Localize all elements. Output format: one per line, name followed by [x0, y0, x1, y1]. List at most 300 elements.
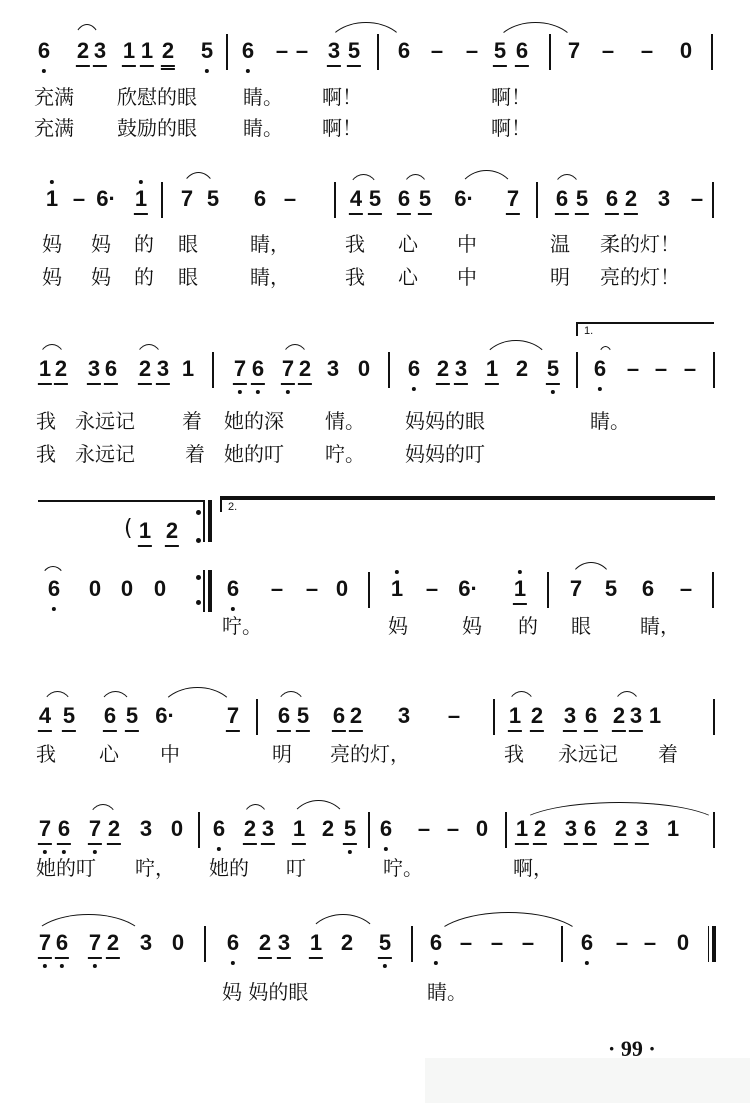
- note: 1: [181, 356, 195, 381]
- lyric-text: 我: [345, 232, 365, 256]
- note: –: [72, 186, 86, 211]
- note: 5: [206, 186, 220, 211]
- low-octave-dot: [43, 964, 47, 968]
- barline: [212, 352, 214, 388]
- note: –: [305, 576, 319, 601]
- slur-tie: [40, 566, 66, 583]
- note: 0: [171, 930, 185, 955]
- high-octave-dot: [395, 570, 399, 574]
- note: –: [640, 38, 654, 63]
- note: –: [643, 930, 657, 955]
- barline: [493, 699, 495, 735]
- note: –: [447, 703, 461, 728]
- low-octave-dot: [231, 961, 235, 965]
- note: 7: [506, 186, 520, 211]
- low-octave-dot: [217, 847, 221, 851]
- high-octave-dot: [139, 180, 143, 184]
- high-octave-dot: [518, 570, 522, 574]
- lyric-text: 中: [160, 742, 180, 766]
- note: 6: [380, 818, 392, 840]
- barline: [388, 352, 390, 388]
- lyric-text: 鼓励的眼: [117, 116, 197, 140]
- note: –: [679, 576, 693, 601]
- lyric-text: 充满: [34, 116, 74, 140]
- slur-tie: [180, 172, 217, 197]
- note: 6: [515, 38, 529, 63]
- lyric-text: 明: [550, 265, 570, 289]
- lyric-text: 她的叮: [224, 442, 284, 466]
- note: –: [283, 186, 297, 211]
- note: –: [615, 930, 629, 955]
- lyric-text: 心: [398, 265, 418, 289]
- lyric-text: 我: [345, 265, 365, 289]
- low-octave-dot: [286, 390, 290, 394]
- note: 2: [321, 816, 335, 841]
- note: 0: [120, 576, 134, 601]
- lyric-text: 叮: [286, 856, 306, 880]
- lyric-text: 着: [185, 442, 205, 466]
- final-barline-thick: [712, 926, 716, 962]
- low-octave-dot: [412, 387, 416, 391]
- lyric-text: 眼: [571, 614, 591, 638]
- note: 0: [676, 930, 690, 955]
- note: 0: [357, 356, 371, 381]
- note: 6: [408, 358, 420, 380]
- slur-tie: [158, 687, 237, 716]
- lyric-text: 永远记: [558, 742, 618, 766]
- slur-tie: [517, 802, 722, 827]
- volta-1-right-bar: [713, 322, 714, 324]
- note: 1: [309, 930, 323, 955]
- barline: [368, 572, 370, 608]
- note: 3: [139, 930, 153, 955]
- note: 1: [666, 816, 680, 841]
- lyric-text: 睛。: [590, 409, 630, 433]
- slur-tie: [347, 174, 380, 195]
- slur-tie: [241, 804, 270, 825]
- note: –: [521, 930, 535, 955]
- barline: [368, 812, 370, 848]
- note: 0: [170, 816, 184, 841]
- slur-tie: [87, 804, 119, 825]
- lyric-text: 睛。: [243, 85, 283, 109]
- low-octave-dot: [231, 607, 235, 611]
- lyric-text: 妈 妈的眼: [222, 980, 309, 1004]
- barline: [334, 182, 336, 218]
- slur-tie: [98, 691, 133, 712]
- lyric-text: 亮的灯！: [600, 265, 680, 289]
- lyric-text: 我: [504, 742, 524, 766]
- tie-continuation-line: [38, 500, 203, 502]
- lyric-text: 的: [518, 614, 538, 638]
- note: 6: [242, 40, 254, 62]
- volta-bracket-line: [576, 322, 713, 324]
- note: –: [465, 38, 479, 63]
- low-octave-dot: [585, 961, 589, 965]
- note: 1: [508, 703, 522, 728]
- low-octave-dot: [383, 964, 387, 968]
- note: 2: [258, 930, 272, 955]
- lyric-text: 她的: [209, 856, 249, 880]
- lyric-text: 妈: [388, 614, 408, 638]
- note: 7: [567, 38, 581, 63]
- slur-tie: [568, 562, 614, 587]
- slur-tie: [37, 344, 67, 365]
- volta-top-line: [220, 496, 715, 498]
- note: 2: [533, 816, 547, 841]
- low-octave-dot: [348, 850, 352, 854]
- note: –: [425, 576, 439, 601]
- slur-tie: [306, 914, 380, 943]
- note: 6: [48, 578, 60, 600]
- note: –: [601, 38, 615, 63]
- note: 7: [226, 703, 240, 728]
- volta-ending-label: 1.: [584, 325, 594, 337]
- note: 5: [575, 186, 589, 211]
- note: 6·: [155, 703, 175, 728]
- barline: [256, 699, 258, 735]
- low-octave-dot: [246, 69, 250, 73]
- note: 7: [89, 818, 101, 840]
- lyric-text: 永远记: [75, 409, 135, 433]
- lyric-text: 妈妈的眼: [405, 409, 485, 433]
- note: 6: [227, 578, 239, 600]
- lyric-text: 永远记: [75, 442, 135, 466]
- slur-tie: [30, 914, 147, 943]
- note: –: [490, 930, 504, 955]
- slur-tie: [325, 22, 407, 51]
- note: 6: [56, 932, 68, 954]
- note: 3: [327, 38, 341, 63]
- note: 6: [213, 818, 225, 840]
- note: 6: [38, 40, 50, 62]
- note: 2: [612, 703, 626, 728]
- note: 2: [76, 38, 90, 63]
- volta-bracket-hook: [576, 322, 578, 336]
- note: 1: [140, 38, 154, 63]
- note: 2: [530, 703, 544, 728]
- barline: [226, 34, 228, 70]
- note: 3: [629, 703, 643, 728]
- note: 6·: [458, 576, 478, 601]
- note: 1: [648, 703, 662, 728]
- repeat-barline-thick: [208, 570, 212, 612]
- repeat-barline-thin-upper: [203, 500, 205, 542]
- note: 5: [344, 818, 356, 840]
- note: 6: [583, 816, 597, 841]
- note: 2: [349, 703, 363, 728]
- repeat-dot: [196, 575, 201, 580]
- repeat-barline-thin: [203, 570, 205, 612]
- note: 2: [243, 816, 257, 841]
- page-number: · 99 ·: [608, 1036, 656, 1061]
- lyric-text: 妈妈的叮: [405, 442, 485, 466]
- lyric-text: 中: [457, 265, 477, 289]
- low-octave-dot: [384, 847, 388, 851]
- slur-tie: [597, 346, 614, 363]
- barline: [713, 352, 715, 388]
- note: 5: [379, 932, 391, 954]
- slur-tie: [480, 340, 552, 369]
- slur-tie: [612, 691, 642, 712]
- lyric-text: 着: [658, 742, 678, 766]
- note: 2: [624, 186, 638, 211]
- lyric-text: 亮的灯，: [330, 742, 410, 766]
- lyric-text: 睛。: [243, 116, 283, 140]
- lyric-text: 妈: [91, 265, 111, 289]
- slur-tie: [552, 174, 582, 195]
- note: 2: [106, 930, 120, 955]
- note: 5: [493, 38, 507, 63]
- lyric-text: 眼: [178, 265, 198, 289]
- note: 1: [391, 578, 403, 600]
- note: 6: [277, 703, 291, 728]
- lyric-text: 咛。: [222, 614, 262, 638]
- lyric-text: 睛。: [427, 980, 467, 1004]
- barline: [712, 572, 714, 608]
- note: 2: [107, 816, 121, 841]
- slur-tie: [134, 344, 164, 365]
- note: 0: [475, 816, 489, 841]
- lyric-text: 妈: [91, 232, 111, 256]
- lyric-text: 她的叮: [36, 856, 96, 880]
- lyric-text: 妈: [462, 614, 482, 638]
- note: 7: [234, 358, 246, 380]
- note: 2: [515, 356, 529, 381]
- note: 2: [138, 356, 152, 381]
- barline: [411, 926, 413, 962]
- note: 6: [104, 356, 118, 381]
- note: 3: [277, 930, 291, 955]
- note: 1: [122, 38, 136, 63]
- note: 6·: [96, 186, 116, 211]
- repeat-dot: [196, 510, 201, 515]
- note: –: [275, 38, 289, 63]
- note: –: [417, 816, 431, 841]
- slur-tie: [401, 174, 430, 195]
- lyric-text: 妈: [42, 265, 62, 289]
- note: –: [295, 38, 309, 63]
- lyric-text: 心: [398, 232, 418, 256]
- note: 5: [125, 703, 139, 728]
- note: –: [626, 356, 640, 381]
- note: 6·: [454, 186, 474, 211]
- lyric-text: 柔的灯！: [600, 232, 680, 256]
- slur-tie: [72, 24, 102, 49]
- volta-bracket-line: [220, 498, 715, 500]
- note: 3: [563, 703, 577, 728]
- note: 3: [635, 816, 649, 841]
- low-octave-dot: [256, 390, 260, 394]
- note: 7: [39, 932, 51, 954]
- slur-tie: [275, 691, 307, 712]
- note: 6: [555, 186, 569, 211]
- note: 2: [165, 518, 179, 543]
- volta-ending-label: 2.: [228, 501, 238, 513]
- note: 1: [38, 356, 52, 381]
- slur-tie: [430, 912, 587, 945]
- lyric-text: 我: [36, 442, 56, 466]
- slur-tie: [506, 691, 537, 712]
- pickup-paren: (: [124, 516, 133, 541]
- note: 7: [180, 186, 194, 211]
- barline: [161, 182, 163, 218]
- note: –: [446, 816, 460, 841]
- lyric-text: 咛。: [325, 442, 365, 466]
- note: 3: [261, 816, 275, 841]
- note: 6: [332, 703, 346, 728]
- note: 5: [62, 703, 76, 728]
- lyric-text: 的: [134, 232, 154, 256]
- lyric-text: 啊！: [322, 85, 362, 109]
- note: 1: [292, 816, 306, 841]
- note: 6: [581, 932, 593, 954]
- barline: [536, 182, 538, 218]
- note: 6: [605, 186, 619, 211]
- lyric-text: 啊，: [513, 856, 553, 880]
- note: 2: [161, 38, 175, 63]
- note: 1: [514, 578, 526, 600]
- repeat-dot: [196, 600, 201, 605]
- note: 2: [340, 930, 354, 955]
- lyric-text: 充满: [34, 85, 74, 109]
- note: –: [654, 356, 668, 381]
- note: 1: [515, 816, 529, 841]
- lyric-text: 咛。: [383, 856, 423, 880]
- note: 6: [58, 818, 70, 840]
- low-octave-dot: [598, 387, 602, 391]
- volta-bracket-hook: [220, 498, 222, 512]
- note: 2: [298, 356, 312, 381]
- note: 6: [641, 576, 655, 601]
- lyric-text: 啊！: [322, 116, 362, 140]
- barline: [505, 812, 507, 848]
- barline: [576, 352, 578, 388]
- lyric-text: 温: [550, 232, 570, 256]
- slur-tie: [280, 344, 310, 365]
- lyric-text: 我: [36, 409, 56, 433]
- low-octave-dot: [62, 850, 66, 854]
- lyric-text: 啊！: [491, 116, 531, 140]
- note: 0: [153, 576, 167, 601]
- repeat-dot: [196, 538, 201, 543]
- low-octave-dot: [205, 69, 209, 73]
- note: 7: [89, 932, 101, 954]
- low-octave-dot: [93, 850, 97, 854]
- note: 6: [252, 358, 264, 380]
- low-octave-dot: [52, 607, 56, 611]
- lyric-text: 睛，: [250, 265, 290, 289]
- low-octave-dot: [238, 390, 242, 394]
- note: 3: [326, 356, 340, 381]
- low-octave-dot: [42, 69, 46, 73]
- note: 3: [397, 703, 411, 728]
- lyric-text: 我: [36, 742, 56, 766]
- note: 5: [347, 38, 361, 63]
- barline: [712, 182, 714, 218]
- note: 0: [88, 576, 102, 601]
- lyric-text: 妈: [42, 232, 62, 256]
- repeat-barline-thick-upper: [208, 500, 212, 542]
- note: 6: [594, 358, 606, 380]
- note: 5: [368, 186, 382, 211]
- note: 6: [227, 932, 239, 954]
- slur-tie: [41, 691, 74, 712]
- low-octave-dot: [434, 961, 438, 965]
- note: –: [459, 930, 473, 955]
- note: 6: [584, 703, 598, 728]
- note: 5: [201, 40, 213, 62]
- lyric-text: 中: [457, 232, 477, 256]
- note: 5: [418, 186, 432, 211]
- note: 7: [282, 358, 294, 380]
- barline: [547, 572, 549, 608]
- lyric-text: 她的深: [224, 409, 284, 433]
- note: 3: [657, 186, 671, 211]
- lyric-text: 情。: [325, 409, 365, 433]
- low-octave-dot: [551, 390, 555, 394]
- note: 6: [103, 703, 117, 728]
- note: 6: [253, 186, 267, 211]
- note: 7: [569, 576, 583, 601]
- note: 6: [397, 38, 411, 63]
- lyric-text: 睛，: [250, 232, 290, 256]
- note: 4: [38, 703, 52, 728]
- slur-tie: [456, 170, 517, 199]
- final-barline-thin: [708, 926, 709, 962]
- note: 1: [138, 518, 152, 543]
- lyric-text: 睛，: [640, 614, 680, 638]
- note: 1: [135, 188, 147, 210]
- page-bottom-shade: [425, 1058, 750, 1103]
- note: 3: [87, 356, 101, 381]
- lyric-text: 啊！: [491, 85, 531, 109]
- low-octave-dot: [60, 964, 64, 968]
- note: 3: [454, 356, 468, 381]
- lyric-text: 心: [99, 742, 119, 766]
- lyric-text: 咛，: [135, 856, 175, 880]
- slur-tie: [288, 800, 349, 829]
- lyric-text: 着: [182, 409, 202, 433]
- high-octave-dot: [50, 180, 54, 184]
- note: 1: [46, 188, 58, 210]
- note: 0: [679, 38, 693, 63]
- note: 3: [139, 816, 153, 841]
- barline: [711, 34, 713, 70]
- note: 2: [54, 356, 68, 381]
- note: 3: [564, 816, 578, 841]
- note: –: [270, 576, 284, 601]
- low-octave-dot: [43, 850, 47, 854]
- note: 0: [335, 576, 349, 601]
- note: 7: [39, 818, 51, 840]
- note: 5: [547, 358, 559, 380]
- lyric-text: 欣慰的眼: [117, 85, 197, 109]
- barline: [204, 926, 206, 962]
- barline: [713, 699, 715, 735]
- barline: [198, 812, 200, 848]
- note: 2: [436, 356, 450, 381]
- lyric-text: 的: [134, 265, 154, 289]
- note: 4: [349, 186, 363, 211]
- lyric-text: 明: [272, 742, 292, 766]
- low-octave-dot: [93, 964, 97, 968]
- note: 5: [604, 576, 618, 601]
- lyric-text: 眼: [178, 232, 198, 256]
- note: 3: [93, 38, 107, 63]
- note: –: [690, 186, 704, 211]
- note: 1: [485, 356, 499, 381]
